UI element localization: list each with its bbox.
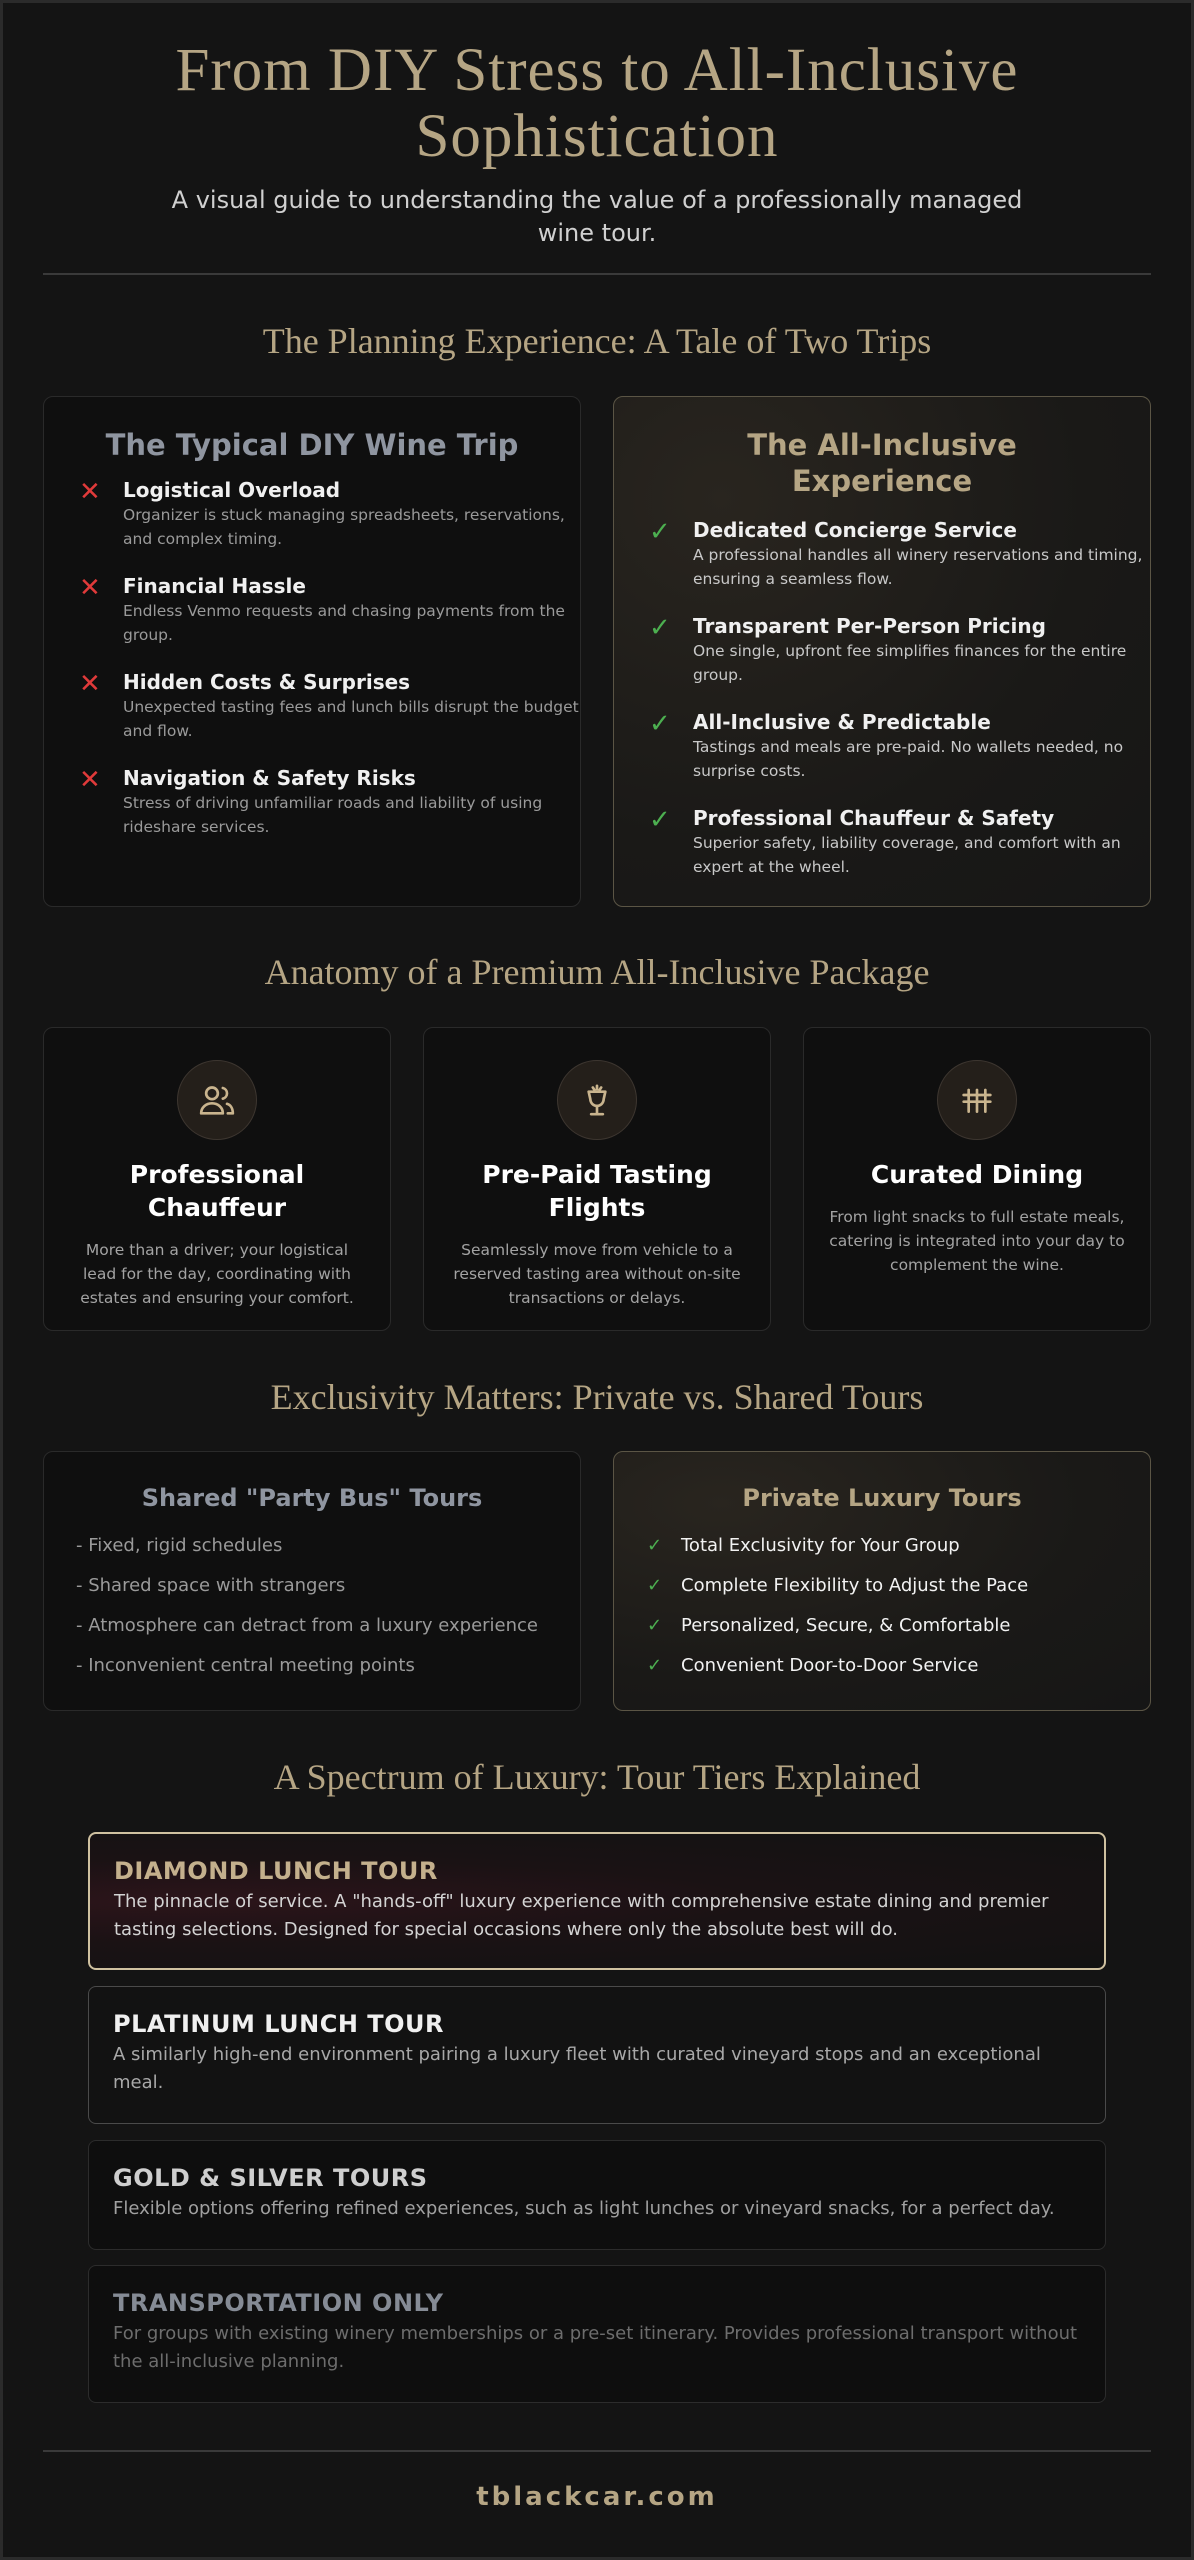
shared-tours-heading: Shared "Party Bus" Tours (141, 1484, 483, 1512)
inclusive-item-title: Transparent Per-Person Pricing (693, 614, 1046, 638)
check-icon: ✓ (647, 1535, 663, 1556)
inclusive-item (614, 517, 1150, 591)
anatomy-title-line: Pre-Paid Tasting (482, 1160, 712, 1189)
diy-item-title: Navigation & Safety Risks (123, 766, 416, 790)
diy-item-desc: Unexpected tasting fees and lunch bills disrupt the budget and flow. (123, 698, 579, 740)
anatomy-card-title: Curated Dining (870, 1160, 1084, 1189)
check-icon: ✓ (649, 709, 671, 739)
list-item-label: Convenient Door-to-Door Service (681, 1655, 979, 1676)
list-item-label: Total Exclusivity for Your Group (681, 1535, 960, 1556)
cross-icon: ✕ (79, 573, 101, 603)
inclusive-item (614, 709, 1150, 783)
private-tours-list (614, 1534, 1150, 1678)
inclusive-item-desc: Superior safety, liability coverage, and comfort with an expert at the wheel. (693, 834, 1121, 876)
diy-card-heading: The Typical DIY Wine Trip (105, 428, 519, 462)
inclusive-item-title: Professional Chauffeur & Safety (693, 806, 1055, 830)
check-icon: ✓ (647, 1655, 663, 1676)
inclusive-item-desc: Tastings and meals are pre-paid. No wallets needed, no surprise costs. (693, 738, 1124, 780)
inclusive-item-title: All-Inclusive & Predictable (693, 710, 991, 734)
tier-name: TRANSPORTATION ONLY (113, 2289, 444, 2317)
inclusive-item-desc: One single, upfront fee simplifies finances for the entire group. (693, 642, 1127, 684)
private-tours-card (613, 1451, 1151, 1711)
inclusive-heading-line-2: Experience (791, 464, 973, 498)
diy-item-title: Hidden Costs & Surprises (123, 670, 411, 694)
divider (43, 2450, 1151, 2452)
diy-item-desc: Organizer is stuck managing spreadsheets, reservations, and complex timing. (123, 506, 565, 548)
anatomy-card-tasting (423, 1027, 771, 1331)
cross-icon: ✕ (79, 669, 101, 699)
page-title (0, 38, 1194, 170)
inclusive-item-title: Dedicated Concierge Service (693, 518, 1017, 542)
shared-tours-card (43, 1451, 581, 1711)
anatomy-card-chauffeur (43, 1027, 391, 1331)
check-icon: ✓ (649, 805, 671, 835)
private-tours-heading: Private Luxury Tours (742, 1484, 1022, 1512)
anatomy-title-line: Flights (548, 1193, 646, 1222)
wine-glass-icon (557, 1060, 637, 1140)
table-icon (937, 1060, 1017, 1140)
inclusive-card-heading (614, 427, 1150, 499)
list-item: - Fixed, rigid schedules (76, 1535, 283, 1556)
anatomy-section-title: Anatomy of a Premium All-Inclusive Package (264, 952, 930, 992)
list-item-label: Personalized, Secure, & Comfortable (681, 1615, 1011, 1636)
title-line-2: Sophistication (415, 103, 779, 170)
tier-desc: A similarly high-end environment pairing a luxury fleet with curated vineyard stops and an exceptional meal. (113, 2044, 1041, 2093)
list-item: - Shared space with strangers (76, 1575, 346, 1596)
list-item (614, 1614, 1150, 1638)
footer-site-link[interactable]: tblackcar.com (476, 2482, 718, 2512)
anatomy-card-title (44, 1158, 390, 1224)
tier-name: PLATINUM LUNCH TOUR (113, 2010, 445, 2038)
title-line-1: From DIY Stress to All-Inclusive (175, 37, 1019, 104)
cross-icon: ✕ (79, 477, 101, 507)
tier-name: DIAMOND LUNCH TOUR (114, 1857, 438, 1885)
tier-name: GOLD & SILVER TOURS (113, 2164, 428, 2192)
diy-card (43, 396, 581, 907)
check-icon: ✓ (649, 517, 671, 547)
page-subtitle: A visual guide to understanding the value of a professionally managed wine tour. (171, 186, 1023, 247)
anatomy-card-desc: From light snacks to full estate meals, catering is integrated into your day to complement the wine. (829, 1208, 1125, 1274)
inclusive-item-desc: A professional handles all winery reservations and timing, ensuring a seamless flow. (693, 546, 1143, 588)
diy-item (44, 477, 580, 551)
tier-desc: For groups with existing winery memberships or a pre-set itinerary. Provides professional transport without the all-inclusive planning. (113, 2323, 1078, 2372)
tier-desc: Flexible options offering refined experiences, such as light lunches or vineyard snacks, for a perfect day. (113, 2198, 1055, 2219)
list-item (614, 1534, 1150, 1558)
list-item: - Inconvenient central meeting points (76, 1655, 415, 1676)
diy-item-title: Financial Hassle (123, 574, 306, 598)
check-icon: ✓ (647, 1615, 663, 1636)
inclusive-item (614, 613, 1150, 687)
list-item-label: Complete Flexibility to Adjust the Pace (681, 1575, 1029, 1596)
tier-transportation (88, 2265, 1106, 2403)
list-item: - Atmosphere can detract from a luxury experience (76, 1615, 538, 1636)
inclusive-card (613, 396, 1151, 907)
anatomy-card-dining (803, 1027, 1151, 1331)
tiers-section-title: A Spectrum of Luxury: Tour Tiers Explained (273, 1757, 921, 1797)
shared-tours-list (44, 1534, 580, 1678)
inclusive-list (614, 517, 1150, 879)
diy-item-title: Logistical Overload (123, 478, 341, 502)
exclusivity-section-title: Exclusivity Matters: Private vs. Shared Tours (270, 1377, 924, 1417)
anatomy-card-desc: Seamlessly move from vehicle to a reserved tasting area without on-site transactions or delays. (453, 1241, 741, 1307)
diy-item (44, 669, 580, 743)
divider (43, 273, 1151, 275)
header (0, 38, 1194, 250)
list-item (614, 1654, 1150, 1678)
anatomy-card-title (424, 1158, 770, 1224)
inclusive-item (614, 805, 1150, 879)
list-item (614, 1574, 1150, 1598)
planning-section-title: The Planning Experience: A Tale of Two Trips (262, 321, 932, 361)
inclusive-heading-line-1: The All-Inclusive (747, 428, 1017, 462)
anatomy-title-line: Professional (129, 1160, 305, 1189)
diy-item (44, 573, 580, 647)
check-icon: ✓ (649, 613, 671, 643)
tier-desc: The pinnacle of service. A "hands-off" luxury experience with comprehensive estate dining and premier tasting selections. Designed for special occasions where only the absolute best will do. (114, 1891, 1049, 1940)
users-icon (177, 1060, 257, 1140)
cross-icon: ✕ (79, 765, 101, 795)
anatomy-title-line: Chauffeur (147, 1193, 287, 1222)
diy-item-desc: Endless Venmo requests and chasing payments from the group. (123, 602, 565, 644)
tier-gold-silver (88, 2140, 1106, 2250)
diy-item (44, 765, 580, 839)
anatomy-card-desc: More than a driver; your logistical lead for the day, coordinating with estates and ensuring your comfort. (80, 1241, 354, 1307)
diy-list (44, 477, 580, 839)
tier-diamond (88, 1832, 1106, 1970)
tier-platinum (88, 1986, 1106, 2124)
diy-item-desc: Stress of driving unfamiliar roads and liability of using rideshare services. (123, 794, 543, 836)
check-icon: ✓ (647, 1575, 663, 1596)
